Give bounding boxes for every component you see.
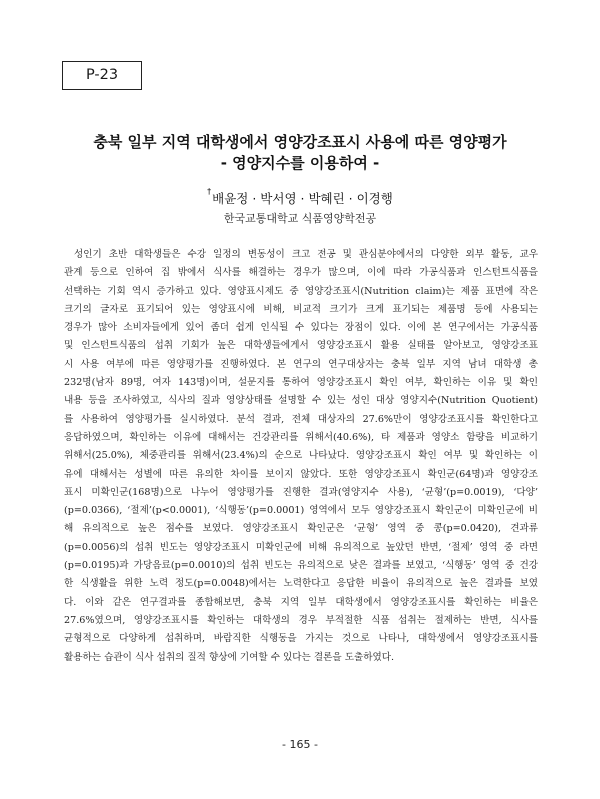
abstract-line: 활용하는 습관이 식사 섭취의 질적 향상에 기여할 수 있다는 결론을 도출하였다. <box>64 651 395 663</box>
abstract-line: 선택하는 기회 역시 증가하고 있다. 영양표시제도 중 영양강조표시(Nutrition claim)는 제품 표면에 작은 <box>64 285 538 297</box>
abstract-line: 표시 미확인군(168명)으로 나누어 영양평가를 진행한 결과(영양지수 사용), ‘균형’(p=0.0019), ‘다양’ <box>64 486 538 498</box>
abstract-line: 232명(남자 89명, 여자 143명)이며, 설문지를 통하여 영양강조표시 확인 여부, 확인하는 이유 및 확인 <box>64 377 538 389</box>
abstract-body <box>64 246 538 667</box>
abstract-line: (p=0.0056)의 섭취 빈도는 영양강조표시 미확인군에 비해 유의적으로 높았던 반면, ‘절제’ 영역 중 라면 <box>64 541 538 553</box>
abstract-line: 내용 등을 조사하였고, 식사의 질과 영양상태를 설명할 수 있는 성인 대상 영양지수(Nutrition Quotient) <box>64 395 538 407</box>
abstract-line: 를 사용하여 영양평가를 실시하였다. 분석 결과, 전체 대상자의 27.6%만이 영양강조표시를 확인한다고 <box>64 413 538 425</box>
abstract-line: 27.6%였으며, 영양강조표시를 확인하는 대학생의 경우 부적절한 식품 섭취는 절제하는 반면, 식사를 <box>64 614 538 626</box>
abstract-line: 다. 이와 같은 연구결과를 종합해보면, 충북 지역 일부 대학생에서 영양강조표시를 확인하는 비율은 <box>64 596 538 608</box>
paper-title: 충북 일부 지역 대학생에서 영양강조표시 사용에 따른 영양평가 <box>93 133 507 151</box>
abstract-line: (p=0.0195)과 가당음료(p=0.0010)의 섭취 빈도는 유의적으로 낮은 결과를 보였고, ‘식행동’ 영역 중 건강 <box>64 560 538 572</box>
corresponding-author-marker: † <box>207 187 212 196</box>
author-names: 배윤정 · 박서영 · 박혜린 · 이경행 <box>212 191 393 206</box>
abstract-line: 해 유의적으로 높은 점수를 보였다. 영양강조표시 확인군은 ‘균형’ 영역 중 콩(p=0.0420), 견과류 <box>64 523 538 535</box>
abstract-line: 경우가 많아 소비자들에게 있어 좀더 쉽게 인식될 수 있다는 장점이 있다. 이에 본 연구에서는 가공식품 <box>64 322 538 334</box>
abstract-line: 관계 등으로 인하여 집 밖에서 식사를 해결하는 경우가 많으며, 이에 따라 가공식품과 인스턴트식품을 <box>64 267 538 279</box>
poster-number-badge: P-23 <box>62 61 142 90</box>
abstract-line: 시 사용 여부에 따른 영양평가를 진행하였다. 본 연구의 연구대상자는 충북 일부 지역 남녀 대학생 총 <box>64 358 538 370</box>
abstract-line: 위해서(25.0%), 체중관리를 위해서(23.4%)의 순으로 나타났다. 영양강조표시 확인 여부 및 확인하는 이 <box>64 450 538 462</box>
abstract-line: 균형적으로 다양하게 섭취하며, 바람직한 식행동을 가지는 것으로 나타나, 대학생에서 영양강조표시를 <box>64 633 538 645</box>
abstract-line: (p=0.0366), ‘절제’(p<0.0001), ‘식행동’(p=0.0001) 영역에서 모두 영양강조표시 확인군이 미확인군에 비 <box>64 505 538 517</box>
abstract-line: 한 식생활을 위한 노력 정도(p=0.0048)에서는 노력한다고 응답한 비율이 유의적으로 높은 결과를 보였 <box>64 578 538 590</box>
abstract-line: 성인기 초반 대학생들은 수강 일정의 변동성이 크고 전공 및 관심분야에서의 다양한 외부 활동, 교우 <box>74 249 538 260</box>
abstract-line: 및 인스턴트식품의 섭취 기회가 높은 대학생들에게서 영양강조표시 활용 실태를 알아보고, 영양강조표 <box>64 340 538 352</box>
abstract-line: 크기의 글자로 표기되어 있는 영양표시에 비해, 비교적 크기가 크게 표기되는 제품명 등에 사용되는 <box>64 303 538 315</box>
author-list <box>0 189 600 207</box>
abstract-line: 응답하였으며, 확인하는 이유에 대해서는 건강관리를 위해서(40.6%), 타 제품과 영양소 함량을 비교하기 <box>64 431 538 443</box>
affiliation: 한국교통대학교 식품영양학전공 <box>223 212 377 225</box>
paper-subtitle: - 영양지수를 이용하여 - <box>220 154 380 172</box>
abstract-line: 유에 대해서는 성별에 따른 유의한 차이를 보이지 않았다. 또한 영양강조표시 확인군(64명)과 영양강조 <box>64 468 538 480</box>
page-number: - 165 - <box>282 738 318 751</box>
